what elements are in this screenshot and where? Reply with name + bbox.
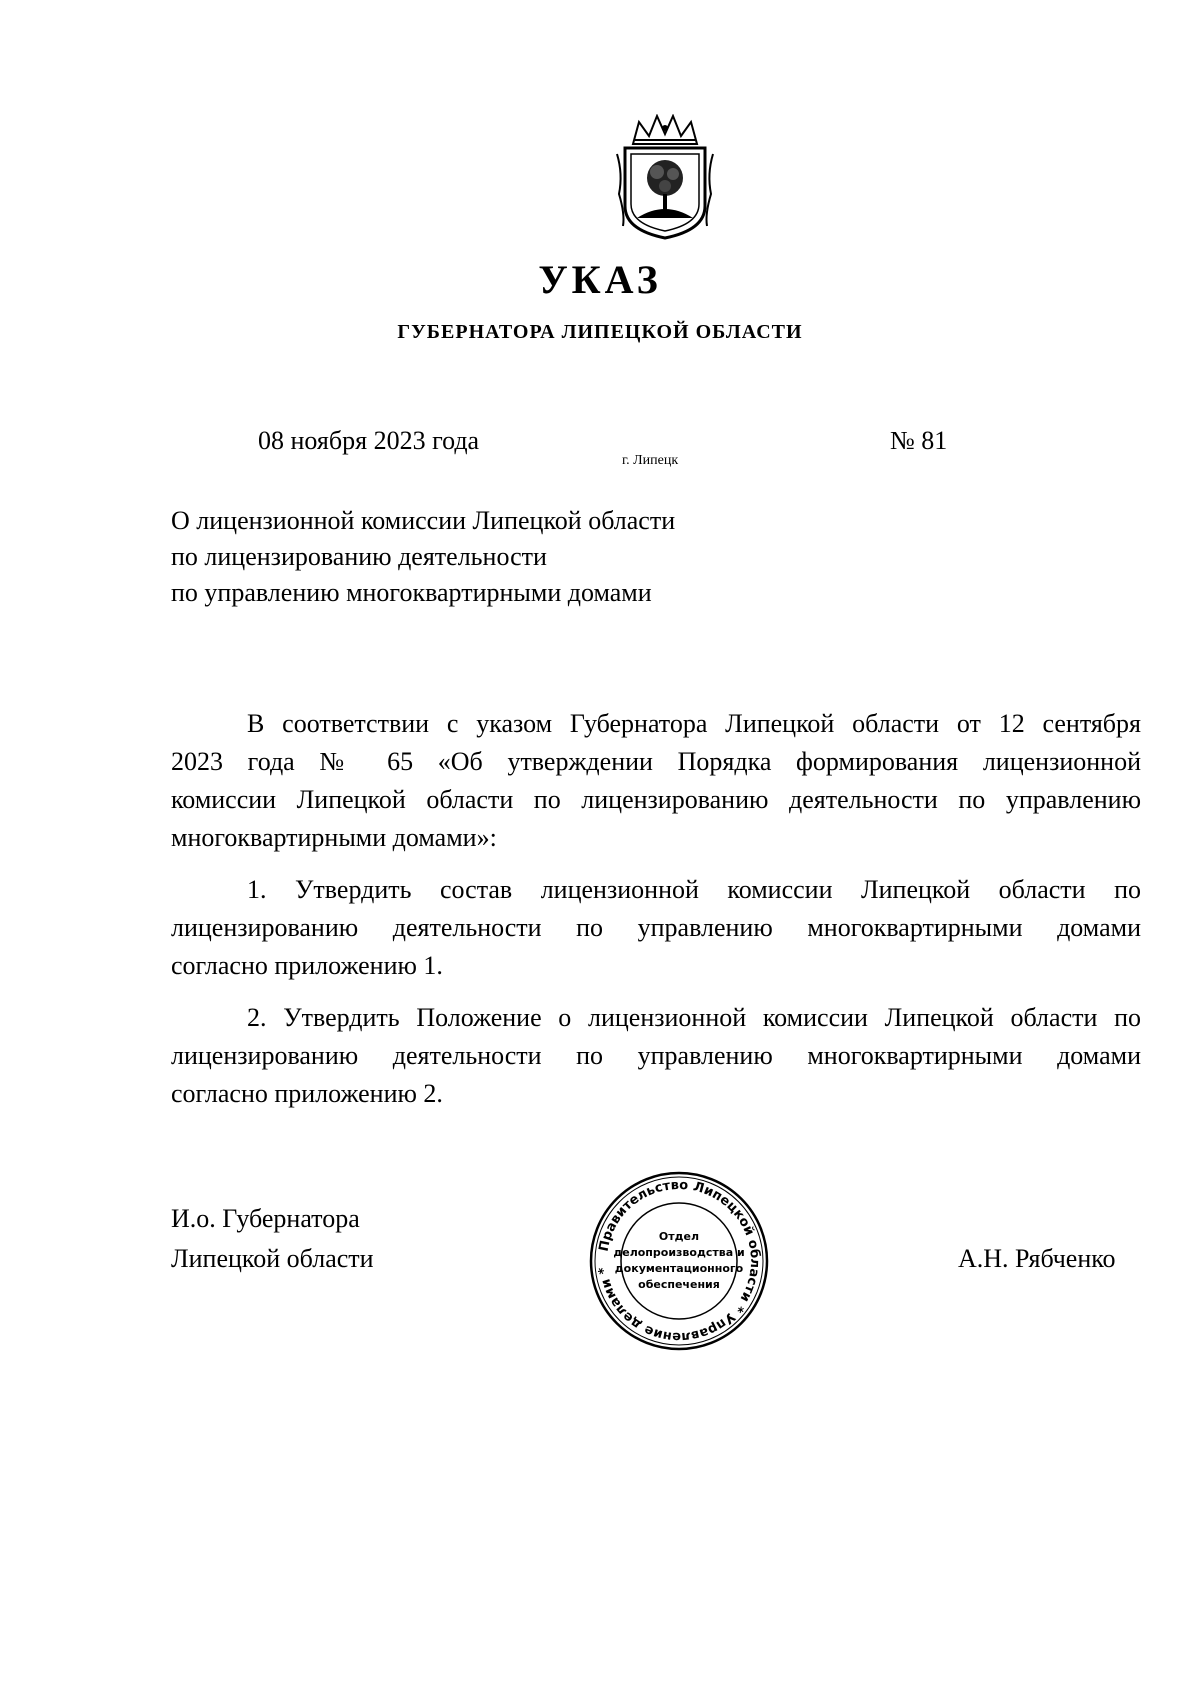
stamp-inner-line: делопроизводства и: [613, 1246, 745, 1259]
coat-of-arms-emblem: [613, 114, 717, 240]
subject-line: по управлению многоквартирными домами: [171, 578, 652, 607]
stamp-inner-line: Отдел: [658, 1230, 700, 1243]
stamp-inner-line: обеспечения: [638, 1278, 720, 1291]
document-title: УКАЗ: [538, 257, 662, 302]
body-line: комиссии Липецкой области по лицензированию деятельности по управлению: [171, 785, 1141, 814]
document-city: г. Липецк: [622, 453, 679, 468]
subject-line: по лицензированию деятельности: [171, 542, 547, 571]
document-subject: [171, 503, 675, 611]
body-line: лицензированию деятельности по управлению многоквартирными домами: [171, 913, 1141, 942]
body-line: 2023 года № 65 «Об утверждении Порядка формирования лицензионной: [171, 747, 1141, 776]
body-line: В соответствии с указом Губернатора Липецкой области от 12 сентября: [247, 709, 1141, 738]
body-line: многоквартирными домами»:: [171, 823, 497, 852]
subject-line: О лицензионной комиссии Липецкой области: [171, 506, 676, 535]
body-line: 2. Утвердить Положение о лицензионной комиссии Липецкой области по: [247, 1003, 1141, 1032]
signer-position-line: И.о. Губернатора: [171, 1204, 360, 1233]
document-number: № 81: [890, 426, 948, 455]
document-body: [171, 705, 1141, 1127]
signer-name: А.Н. Рябченко: [958, 1244, 1116, 1273]
signer-position: [171, 1199, 374, 1279]
stamp-outer-text: Правительство Липецкой области * Управление делами *: [596, 1177, 763, 1345]
signer-position-line: Липецкой области: [171, 1244, 374, 1273]
item-2-paragraph: [171, 999, 1141, 1113]
document-date: 08 ноября 2023 года: [258, 426, 480, 455]
official-stamp: [588, 1170, 770, 1352]
preamble-paragraph: [171, 705, 1141, 857]
body-line: согласно приложению 2.: [171, 1079, 443, 1108]
body-line: согласно приложению 1.: [171, 951, 443, 980]
stamp-inner-line: документационного: [614, 1262, 744, 1275]
item-1-paragraph: [171, 871, 1141, 985]
body-line: лицензированию деятельности по управлению многоквартирными домами: [171, 1041, 1141, 1070]
document-issuer: ГУБЕРНАТОРА ЛИПЕЦКОЙ ОБЛАСТИ: [397, 321, 803, 343]
body-line: 1. Утвердить состав лицензионной комиссии Липецкой области по: [247, 875, 1141, 904]
